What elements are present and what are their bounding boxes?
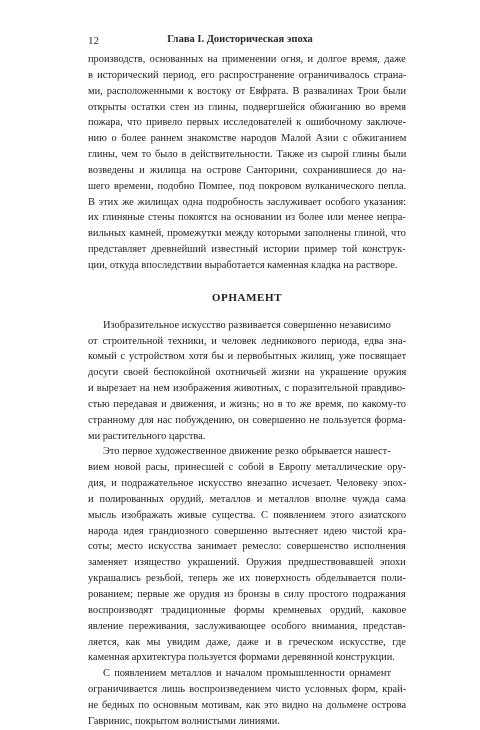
text-line: воспроизводят традиционные формы кремневых орудий, каковое xyxy=(88,604,407,616)
text-line: досуги своей беспокойной охотничьей жизни на украшение оружия xyxy=(88,367,407,379)
text-line: каменная архитектура пользуется формами деревянной конструкции. xyxy=(88,652,395,664)
section-paragraphs xyxy=(88,318,406,730)
text-line: и полированных орудий, металлов и металлов вполне чужда сама xyxy=(88,493,406,505)
text-line: народа идея грандиозного совершенно вытесняет идею чистой кра- xyxy=(88,525,407,537)
top-paragraphs xyxy=(88,52,406,274)
text-line: и вырезает на нем изображения животных, с поразительной правдиво- xyxy=(88,383,406,395)
text-line: странному для нас побуждению, он совершенно не пользуется форма- xyxy=(88,414,407,426)
text-line: возведены и жилища на острове Санторини, сохранившиеся до на- xyxy=(88,164,406,176)
text-line: пожара, что привело первых исследователей к ошибочному заключе- xyxy=(88,117,407,129)
text-line: представляет древнейший известный истории пример той конструк- xyxy=(88,244,406,256)
text-line: ляется, как мы увидим даже, даже и в греческом искусстве, где xyxy=(88,636,406,648)
chapter-title: Глава I. Доисторическая эпоха xyxy=(167,34,313,45)
text-line: вием новой расы, принесшей с собой в Европу металлические ору- xyxy=(88,462,407,474)
text-line: шего времени, подобно Помпее, под покровом вулканического пепла. xyxy=(88,180,407,192)
text-line: Это первое художественное движение резко обрывается нашест- xyxy=(103,446,391,458)
text-line: рованием; первые же орудия из бронзы в силу простого подражания xyxy=(88,589,406,600)
paragraph xyxy=(88,444,406,666)
text-line: ограничивается лишь воспроизведением чисто условных форм, край- xyxy=(88,684,407,696)
paragraph xyxy=(88,318,406,445)
text-line: от строительной техники, и человек ледникового периода, едва зна- xyxy=(88,335,407,347)
section-heading: ОРНАМЕНТ xyxy=(211,291,283,304)
text-line: украшались резьбой, теперь же их поверхность обделывается поли- xyxy=(88,573,406,585)
paragraph xyxy=(88,52,406,274)
text-line: дия, и подражательное искусство внезапно исчезает. Человеку эпох- xyxy=(88,478,407,490)
text-line: глины, чем то было в действительности. Также из сырой глины были xyxy=(88,149,407,161)
paragraph xyxy=(88,666,406,729)
text-line: С появлением металлов и началом промышленности орнамент xyxy=(103,668,392,680)
text-line: ми растительного царства. xyxy=(88,430,206,442)
text-line: Гавринис, покрытом волнистыми линиями. xyxy=(88,715,280,727)
body-text xyxy=(88,52,406,730)
page-header xyxy=(0,0,480,60)
text-line: явление переживания, заслуживающее особого внимания, представ- xyxy=(88,620,406,632)
text-line: ми, расположенными к востоку от Евфрата. В развалинах Трои были xyxy=(88,85,407,97)
page-number: 12 xyxy=(88,35,99,47)
text-line: вильных камней, промежутки между которыми заполнены глиной, что xyxy=(88,228,406,240)
text-line: стью передавая и движения, и жизнь; но в то же время, по какому-то xyxy=(88,398,406,410)
text-line: заменяет изящество украшений. Оружия предшествовавшей эпохи xyxy=(88,557,406,569)
text-line: В этих же жилищах одна подробность заслуживает особого указания: xyxy=(88,196,407,208)
text-line: Изобразительное искусство развивается совершенно независимо xyxy=(103,319,391,331)
text-line: открыты остатки стен из глины, подвергшейся обжиганию во время xyxy=(88,101,407,113)
text-line: их глиняные стены покоятся на основании из более или менее непра- xyxy=(88,212,406,224)
text-line: в исторический период, его распространение ограничивалось странa- xyxy=(88,69,407,81)
text-line: комый с устройством хотя бы и первобытных жилищ, уже посвящает xyxy=(88,351,407,363)
text-line: мысль изображать живые существа. С появлением этого азиатского xyxy=(88,509,407,521)
text-line: нию о более раннем знакомстве народов Малой Азии с обжиганием xyxy=(88,133,407,145)
text-line: производств, основанных на применении огня, и долгое время, даже xyxy=(88,54,406,65)
text-line: ции, откуда впоследствии выработается каменная кладка на растворе. xyxy=(88,259,398,271)
text-line: не бедных по основным мотивам, как это видно на дольмене острова xyxy=(88,699,407,711)
text-line: соты; место искусства занимает ремесло: совершенство исполнения xyxy=(88,541,406,553)
